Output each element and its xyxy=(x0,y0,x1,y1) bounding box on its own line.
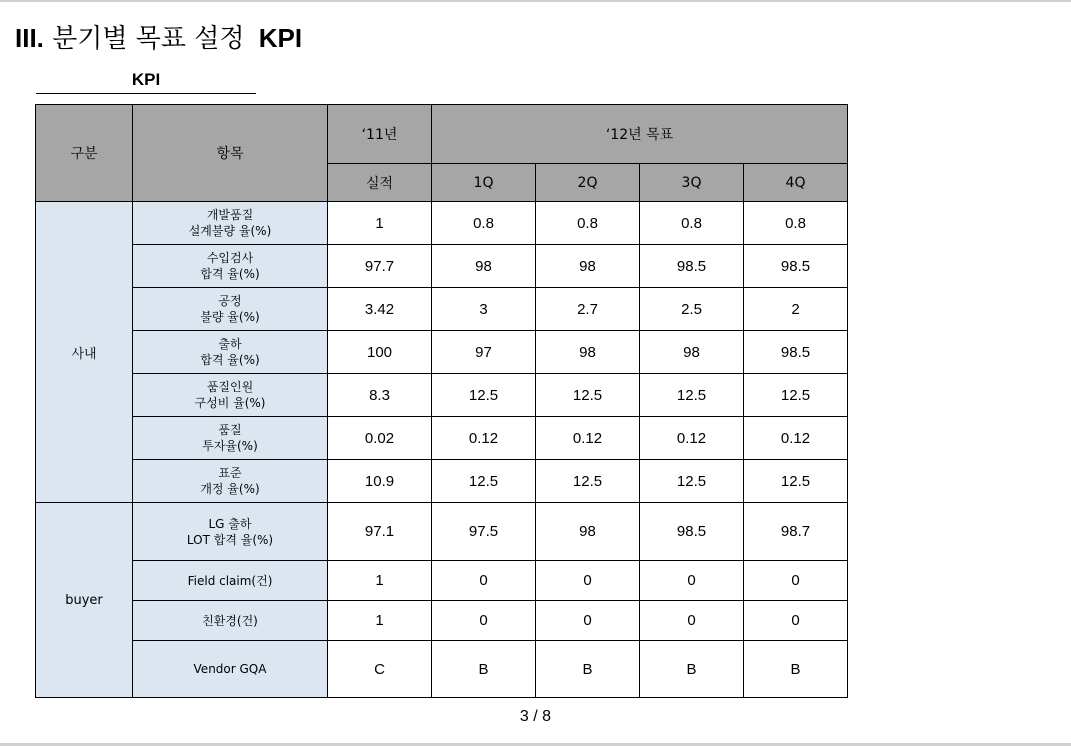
cell-q3: 0.8 xyxy=(640,202,744,245)
cell-actual: 1 xyxy=(328,561,432,601)
page-number: 3 / 8 xyxy=(519,708,552,725)
cell-q2: 0.12 xyxy=(536,417,640,460)
group-internal: 사내 xyxy=(36,202,133,503)
cell-q1: 12.5 xyxy=(432,374,536,417)
group-buyer: buyer xyxy=(36,503,133,698)
cell-q1: 0 xyxy=(432,561,536,601)
top-border xyxy=(0,0,1071,2)
table-row xyxy=(36,601,848,641)
header-actual: 실적 xyxy=(328,164,432,202)
cell-q2: 98 xyxy=(536,503,640,561)
table-row xyxy=(36,503,848,561)
cell-q3: 12.5 xyxy=(640,460,744,503)
cell-actual: 100 xyxy=(328,331,432,374)
header-q2: 2Q xyxy=(536,164,640,202)
cell-q4: 12.5 xyxy=(744,374,848,417)
title-text: 분기별 목표 설정 xyxy=(52,24,245,54)
cell-actual: 97.7 xyxy=(328,245,432,288)
cell-q2: 2.7 xyxy=(536,288,640,331)
row-item-label: 공정 불량 율(%) xyxy=(133,288,328,331)
header-q4: 4Q xyxy=(744,164,848,202)
table-row xyxy=(36,641,848,698)
cell-actual: 1 xyxy=(328,202,432,245)
cell-actual: 10.9 xyxy=(328,460,432,503)
section-number: III. xyxy=(15,23,44,53)
row-item-label: 출하 합격 율(%) xyxy=(133,331,328,374)
table-row xyxy=(36,288,848,331)
cell-q2: 0.8 xyxy=(536,202,640,245)
cell-q3: 98.5 xyxy=(640,245,744,288)
cell-actual: 3.42 xyxy=(328,288,432,331)
cell-q4: 0 xyxy=(744,561,848,601)
table-row xyxy=(36,417,848,460)
cell-q2: 0 xyxy=(536,561,640,601)
cell-q4: 2 xyxy=(744,288,848,331)
title-kpi: KPI xyxy=(258,23,303,53)
row-item-label: 수입검사 합격 율(%) xyxy=(133,245,328,288)
row-item-label: LG 출하 LOT 합격 율(%) xyxy=(133,503,328,561)
header-item: 항목 xyxy=(133,105,328,202)
cell-actual: C xyxy=(328,641,432,698)
cell-q3: 0 xyxy=(640,561,744,601)
cell-q3: 12.5 xyxy=(640,374,744,417)
cell-q3: 0 xyxy=(640,601,744,641)
kpi-table xyxy=(35,104,848,698)
cell-q1: 97 xyxy=(432,331,536,374)
cell-q1: 0.8 xyxy=(432,202,536,245)
cell-q3: B xyxy=(640,641,744,698)
cell-q2: 98 xyxy=(536,331,640,374)
cell-q2: 98 xyxy=(536,245,640,288)
header-q3: 3Q xyxy=(640,164,744,202)
cell-q2: 0 xyxy=(536,601,640,641)
row-item-label: 친환경(건) xyxy=(133,601,328,641)
cell-q2: B xyxy=(536,641,640,698)
row-item-label: 표준 개정 율(%) xyxy=(133,460,328,503)
cell-q3: 98.5 xyxy=(640,503,744,561)
cell-q4: 0.8 xyxy=(744,202,848,245)
table-row xyxy=(36,374,848,417)
cell-q4: 98.7 xyxy=(744,503,848,561)
cell-actual: 8.3 xyxy=(328,374,432,417)
cell-q1: B xyxy=(432,641,536,698)
row-item-label: Field claim(건) xyxy=(133,561,328,601)
table-row xyxy=(36,245,848,288)
cell-actual: 97.1 xyxy=(328,503,432,561)
cell-q3: 98 xyxy=(640,331,744,374)
row-item-label: 품질 투자율(%) xyxy=(133,417,328,460)
row-item-label: Vendor GQA xyxy=(133,641,328,698)
cell-q2: 12.5 xyxy=(536,460,640,503)
cell-q4: 98.5 xyxy=(744,245,848,288)
table-row xyxy=(36,561,848,601)
cell-q1: 0.12 xyxy=(432,417,536,460)
cell-q4: B xyxy=(744,641,848,698)
cell-q1: 3 xyxy=(432,288,536,331)
row-item-label: 개발품질 설계불량 율(%) xyxy=(133,202,328,245)
header-year12-target: ‘12년 목표 xyxy=(432,105,848,164)
cell-q1: 98 xyxy=(432,245,536,288)
row-item-label: 품질인원 구성비 율(%) xyxy=(133,374,328,417)
cell-q2: 12.5 xyxy=(536,374,640,417)
table-row xyxy=(36,331,848,374)
page-title xyxy=(15,18,302,55)
cell-q4: 12.5 xyxy=(744,460,848,503)
cell-actual: 0.02 xyxy=(328,417,432,460)
header-year11: ‘11년 xyxy=(328,105,432,164)
cell-q1: 97.5 xyxy=(432,503,536,561)
cell-q3: 0.12 xyxy=(640,417,744,460)
cell-q1: 12.5 xyxy=(432,460,536,503)
cell-actual: 1 xyxy=(328,601,432,641)
cell-q4: 98.5 xyxy=(744,331,848,374)
cell-q4: 0.12 xyxy=(744,417,848,460)
cell-q4: 0 xyxy=(744,601,848,641)
header-q1: 1Q xyxy=(432,164,536,202)
table-subtitle: KPI xyxy=(36,70,256,94)
cell-q3: 2.5 xyxy=(640,288,744,331)
cell-q1: 0 xyxy=(432,601,536,641)
table-row xyxy=(36,202,848,245)
table-row xyxy=(36,460,848,503)
header-category: 구분 xyxy=(36,105,133,202)
